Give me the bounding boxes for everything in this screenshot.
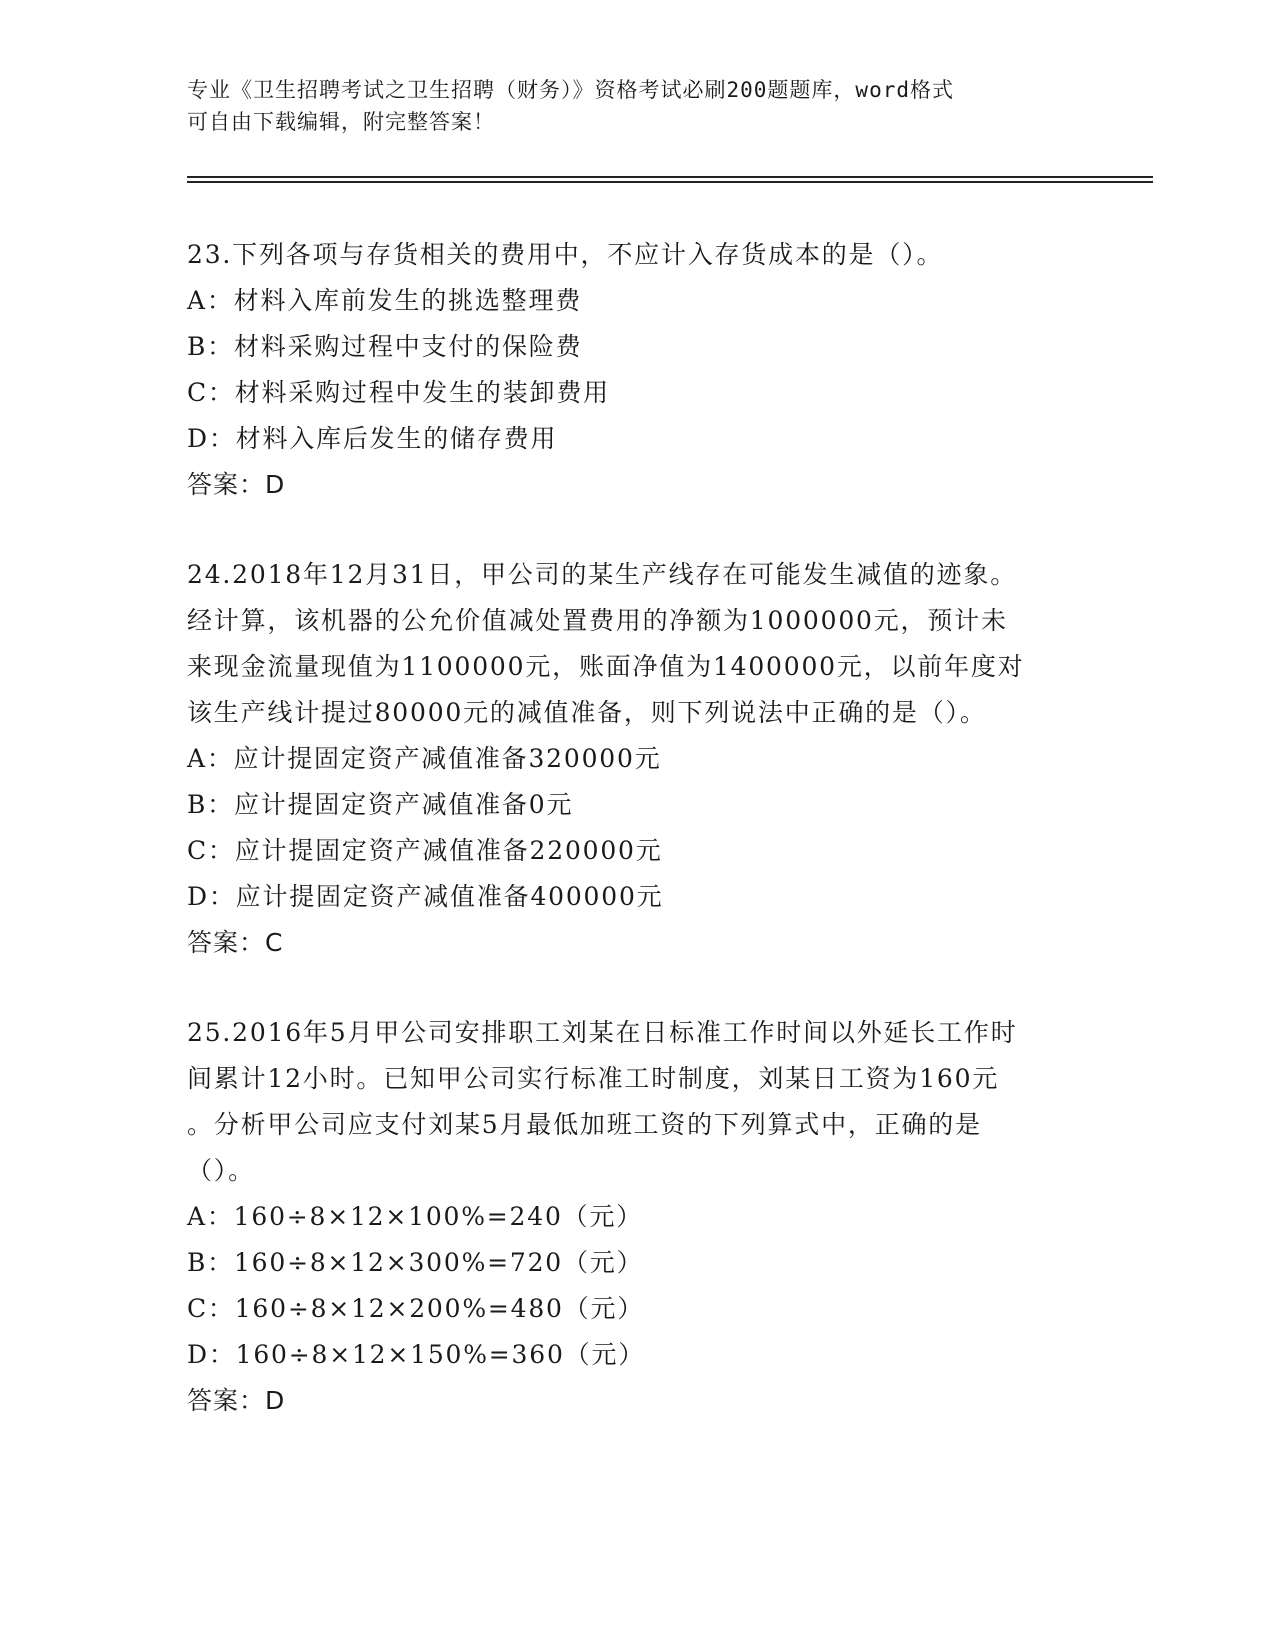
stem-line: 间累计12小时。已知甲公司实行标准工时制度，刘某日工资为160元 <box>187 1064 1000 1093</box>
option-c: C：材料采购过程中发生的装卸费用 <box>187 378 610 407</box>
stem-line: 。分析甲公司应支付刘某5月最低加班工资的下列算式中，正确的是 <box>187 1110 982 1139</box>
answer: 答案：C <box>187 928 284 957</box>
question-list <box>187 232 1087 1468</box>
question-24 <box>187 552 1087 966</box>
stem-line: 24.2018年12月31日，甲公司的某生产线存在可能发生减值的迹象。 <box>187 560 1018 589</box>
option-d: D：应计提固定资产减值准备400000元 <box>187 882 664 911</box>
question-stem <box>187 232 1087 278</box>
question-23 <box>187 232 1087 508</box>
option-a: A：160÷8×12×100%=240（元） <box>187 1202 644 1231</box>
stem-line: 来现金流量现值为1100000元，账面净值为1400000元，以前年度对 <box>187 652 1025 681</box>
header-divider-top <box>187 176 1153 178</box>
answer: 答案：D <box>187 1386 286 1415</box>
option-a: A：材料入库前发生的挑选整理费 <box>187 286 583 315</box>
option-b: B：160÷8×12×300%=720（元） <box>187 1248 644 1277</box>
question-stem <box>187 552 1087 736</box>
header-line: 专业《卫生招聘考试之卫生招聘（财务）》资格考试必刷200题题库，word格式 <box>187 78 954 102</box>
stem-line: （）。 <box>187 1156 255 1185</box>
question-25 <box>187 1010 1087 1424</box>
option-b: B：应计提固定资产减值准备0元 <box>187 790 574 819</box>
option-d: D：材料入库后发生的储存费用 <box>187 424 558 453</box>
answer: 答案：D <box>187 470 286 499</box>
stem-line: 该生产线计提过80000元的减值准备，则下列说法中正确的是（）。 <box>187 698 987 727</box>
document-header <box>187 74 1067 138</box>
header-divider-bottom <box>187 181 1153 183</box>
option-a: A：应计提固定资产减值准备320000元 <box>187 744 662 773</box>
header-line: 可自由下载编辑，附完整答案！ <box>187 110 495 134</box>
question-stem <box>187 1010 1087 1194</box>
stem-line: 25.2016年5月甲公司安排职工刘某在日标准工作时间以外延长工作时 <box>187 1018 1018 1047</box>
option-c: C：160÷8×12×200%=480（元） <box>187 1294 645 1323</box>
stem-line: 经计算，该机器的公允价值减处置费用的净额为1000000元，预计未 <box>187 606 1008 635</box>
option-b: B：材料采购过程中支付的保险费 <box>187 332 583 361</box>
option-d: D：160÷8×12×150%=360（元） <box>187 1340 646 1369</box>
option-c: C：应计提固定资产减值准备220000元 <box>187 836 663 865</box>
stem-line: 23.下列各项与存货相关的费用中，不应计入存货成本的是（）。 <box>187 240 944 269</box>
